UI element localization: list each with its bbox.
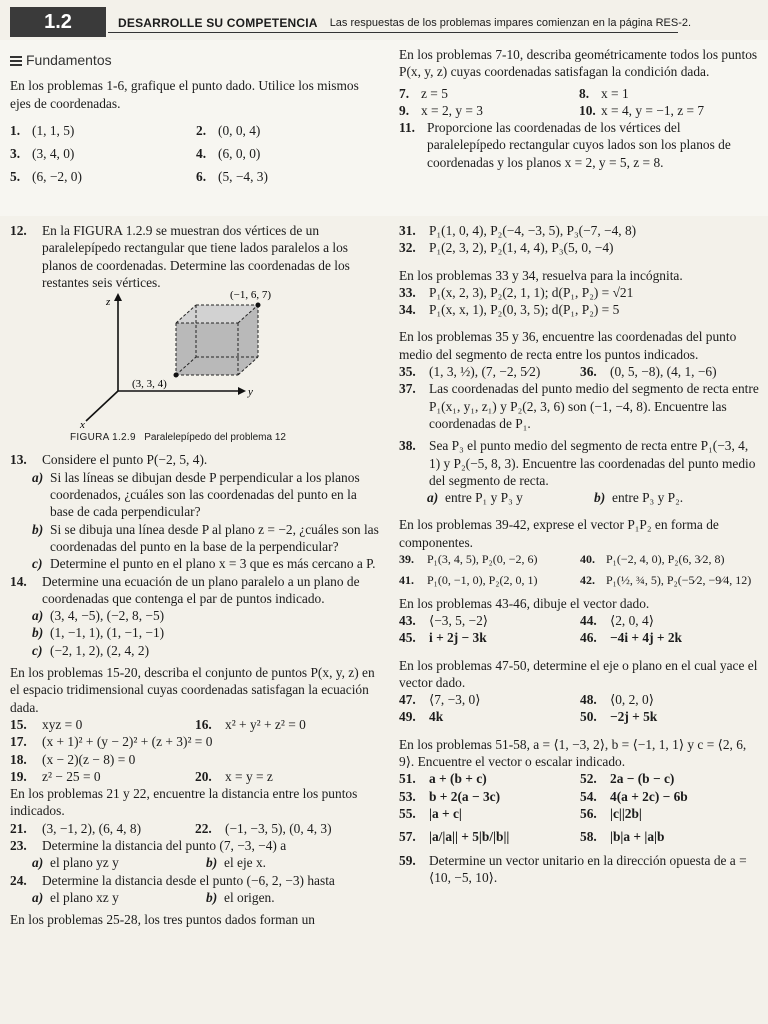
problem-3: 3. (3, 4, 0) [10, 146, 75, 162]
problem-14: 14. Determine una ecuación de un plano paralelo a un plano de coordenadas que contenga el par de puntos indicado. [10, 573, 360, 606]
problem-23: 23. Determine la distancia del punto (7, −3, −4) a [10, 838, 287, 854]
top-left-column [10, 52, 382, 186]
problem-8: 8. x = 1 [579, 85, 629, 101]
problem-4: 4. (6, 0, 0) [196, 146, 261, 162]
problem-17: 17. (x + 1)² + (y − 2)² + (z + 3)² = 0 [10, 734, 213, 750]
problem-12: 12. En la FIGURA 1.2.9 se muestran dos vértices de un paralelepípedo rectangular que tiene lados paralelos a los planos de coordenadas. Determine las coordenadas de los restantes seis vértices. [10, 223, 350, 290]
problem-13b: b) Si se dibuja una línea desde P al plano z = −2, ¿cuáles son las coordenadas del punto en la base de la perpendicular? [32, 521, 379, 554]
intro-43-46: En los problemas 43-46, dibuje el vector dado. [399, 595, 650, 611]
problem-19: 19. z² − 25 = 0 [10, 768, 101, 784]
z-axis-label: z [106, 296, 111, 309]
problem-10: 10. x = 4, y = −1, z = 7 [579, 102, 705, 118]
problem-2: 2. (0, 0, 4) [196, 122, 261, 138]
problem-14b: b) (1, −1, 1), (1, −1, −1) [32, 625, 165, 641]
problem-14c: c) (−2, 1, 2), (2, 4, 2) [32, 642, 150, 658]
intro-33-34: En los problemas 33 y 34, resuelva para la incógnita. [399, 267, 683, 283]
problem-45: 45. i + 2j − 3k [399, 630, 487, 646]
problem-46: 46. −4i + 4j + 2k [580, 630, 682, 646]
problem-38b: b) entre P₃ y P₂. [594, 490, 684, 506]
problem-38: 38. Sea P₃ el punto medio del segmento de recta entre P₁(−3, 4, 1) y P₂(−5, 8, 3). Encuentre las coordenadas del punto medio del segmento de recta. [399, 438, 756, 488]
problem-52: 52. 2a − (b − c) [580, 771, 675, 787]
problem-37: 37. Las coordenadas del punto medio del segmento de recta entre P₁(x₁, y₁, z₁) y P₂(2, 3, 6) son (−1, −4, 8). Encuentre las coordenadas de P₁. [399, 381, 759, 431]
problem-24a: a) el plano xz y [32, 889, 119, 905]
section-number: 1.2 [10, 7, 106, 37]
problem-53: 53. b + 2(a − 3c) [399, 788, 501, 804]
menu-icon [10, 54, 22, 68]
problem-6: 6. (5, −4, 3) [196, 169, 268, 185]
problem-42: 42. P₁(½, ¾, 5), P₂(−5⁄2, −9⁄4, 12) [580, 573, 752, 588]
vertex-top-dot [256, 303, 261, 308]
intro-47-50: En los problemas 47-50, determine el eje o plano en el cual yace el vector dado. [399, 657, 758, 690]
problem-15: 15. xyz = 0 [10, 716, 83, 732]
intro-1-6: En los problemas 1-6, grafique el punto dado. Utilice los mismos ejes de coordenadas. [10, 78, 359, 111]
problem-41: 41. P₁(0, −1, 0), P₂(2, 0, 1) [399, 573, 538, 588]
problem-59: 59. Determine un vector unitario en la dirección opuesta de a = ⟨10, −5, 10⟩. [399, 852, 747, 885]
problem-47: 47. ⟨7, −3, 0⟩ [399, 692, 481, 708]
header-rule [108, 32, 678, 33]
intro-25-28: En los problemas 25-28, los tres puntos dados forman un [10, 912, 315, 928]
problem-56: 56. |c||2b| [580, 805, 642, 821]
vertex-top-label: (−1, 6, 7) [230, 291, 272, 302]
problem-7: 7. z = 5 [399, 85, 448, 101]
problem-21: 21. (3, −1, 2), (6, 4, 8) [10, 820, 142, 836]
problem-48: 48. ⟨0, 2, 0⟩ [580, 692, 654, 708]
problem-51: 51. a + (b + c) [399, 771, 487, 787]
fundamentos-heading: Fundamentos [10, 52, 382, 69]
problem-24b: b) el origen. [206, 889, 275, 905]
problem-31: 31. P₁(1, 0, 4), P₂(−4, −3, 5), P₃(−7, −4, 8) [399, 223, 637, 238]
intro-7-10: En los problemas 7-10, describa geométricamente todos los puntos P(x, y, z) cuyas coordenadas satisfagan la condición dada. [399, 47, 758, 80]
problem-55: 55. |a + c| [399, 805, 462, 821]
left-column [10, 222, 380, 929]
problem-57: 57. |a/|a|| + 5|b/|b|| [399, 829, 510, 845]
top-right-column [399, 46, 759, 171]
intro-15-20: En los problemas 15-20, describa el conjunto de puntos P(x, y, z) en el espacio tridimensional cuyas coordenadas satisfagan la ecuación dada. [10, 665, 375, 715]
problem-9: 9. x = 2, y = 3 [399, 102, 483, 118]
problem-49: 49. 4k [399, 709, 444, 725]
problem-20: 20. x = y = z [195, 768, 273, 784]
section-header [0, 0, 768, 40]
y-axis-arrow [238, 387, 246, 395]
y-axis-label: y [248, 386, 253, 399]
problem-23b: b) el eje x. [206, 855, 267, 871]
problem-23a: a) el plano yz y [32, 855, 119, 871]
problem-32: 32. P₁(2, 3, 2), P₂(1, 4, 4), P₃(5, 0, −4) [399, 240, 614, 256]
problem-13a: a) Si las líneas se dibujan desde P perpendicular a los planos coordenados, ¿cuáles son las coordenadas del punto en la base de cada perpendicular? [32, 469, 360, 520]
x-axis-label: x [80, 419, 85, 430]
problem-13: 13. Considere el punto P(−2, 5, 4). [10, 452, 208, 468]
vertex-bottom-label: (3, 3, 4) [132, 378, 167, 391]
intro-35-36: En los problemas 35 y 36, encuentre las coordenadas del punto medio del segmento de recta entre los puntos indicados. [399, 329, 737, 362]
problem-44: 44. ⟨2, 0, 4⟩ [580, 612, 654, 628]
problem-11: 11. Proporcione las coordenadas de los vértices del paralelepípedo rectangular cuyos lados son los planos de coordenadas y los planos x = 2, y = 5, z = 8. [399, 120, 731, 170]
problem-24: 24. Determine la distancia desde el punto (−6, 2, −3) hasta [10, 872, 335, 888]
problem-40: 40. P₁(−2, 4, 0), P₂(6, 3⁄2, 8) [580, 552, 725, 567]
problem-1: 1. (1, 1, 5) [10, 122, 75, 138]
problem-38a: a) entre P₁ y P₃ y [427, 490, 523, 506]
problem-13c: c) Determine el punto en el plano x = 3 que es más cercano a P. [32, 556, 376, 572]
z-axis-arrow [114, 293, 122, 301]
problem-16: 16. x² + y² + z² = 0 [195, 716, 306, 732]
problem-39: 39. P₁(3, 4, 5), P₂(0, −2, 6) [399, 552, 538, 567]
problem-58: 58. |b|a + |a|b [580, 829, 665, 845]
problem-50: 50. −2j + 5k [580, 709, 658, 725]
problem-18: 18. (x − 2)(z − 8) = 0 [10, 751, 136, 767]
problem-43: 43. ⟨−3, 5, −2⟩ [399, 612, 489, 628]
intro-51-58: En los problemas 51-58, a = ⟨1, −3, 2⟩, b = ⟨−1, 1, 1⟩ y c = ⟨2, 6, 9⟩. Encuentre el vector o escalar indicado. [399, 736, 747, 770]
problem-54: 54. 4(a + 2c) − 6b [580, 788, 688, 804]
problem-5: 5. (6, −2, 0) [10, 169, 82, 185]
intro-39-42: En los problemas 39-42, exprese el vector P₁P₂ en forma de componentes. [399, 517, 719, 550]
right-column [399, 222, 761, 886]
problem-36: 36. (0, 5, −8), (4, 1, −6) [580, 364, 717, 380]
section-title: DESARROLLE SU COMPETENCIA [118, 16, 318, 30]
figure-caption: FIGURA 1.2.9 Paralelepípedo del problema 12 [70, 432, 286, 444]
problem-34: 34. P₁(x, x, 1), P₂(0, 3, 5); d(P₁, P₂) = 5 [399, 302, 620, 318]
answers-note: Las respuestas de los problemas impares comienzan en la página RES-2. [329, 17, 692, 29]
problem-35: 35. (1, 3, ½), (7, −2, 5⁄2) [399, 364, 541, 380]
problem-22: 22. (−1, −3, 5), (0, 4, 3) [195, 820, 332, 836]
x-axis [86, 391, 118, 421]
problem-33: 33. P₁(x, 2, 3), P₂(2, 1, 1); d(P₁, P₂) = √21 [399, 284, 634, 300]
vertex-bottom-dot [174, 373, 179, 378]
figure-1-2-9 [10, 291, 380, 429]
intro-21-22: En los problemas 21 y 22, encuentre la distancia entre los puntos indicados. [10, 786, 358, 819]
problem-14a: a) (3, 4, −5), (−2, 8, −5) [32, 608, 165, 624]
